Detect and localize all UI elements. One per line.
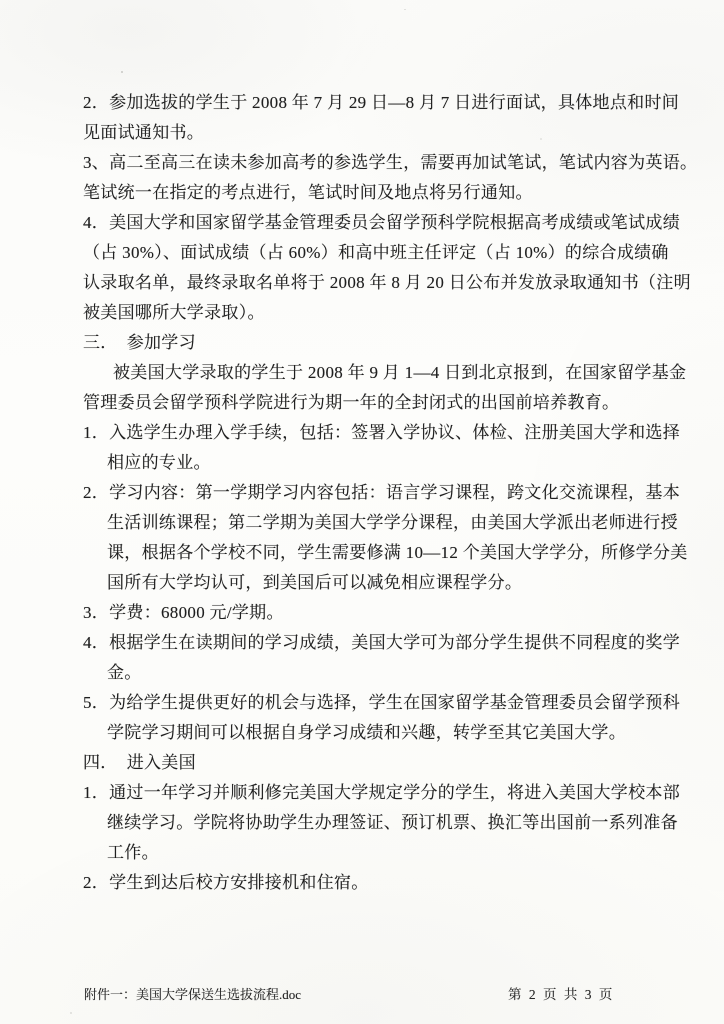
- text-line: 被美国哪所大学录取）。: [83, 303, 265, 322]
- text-line: 1．入选学生办理入学手续，包括：签署入学协议、体检、注册美国大学和选择: [83, 423, 680, 442]
- text-line: 生活训练课程；第二学期为美国大学学分课程，由美国大学派出老师进行授: [107, 513, 678, 532]
- document-body: [83, 88, 698, 898]
- scan-speck: [70, 1012, 72, 1014]
- text-line: 课，根据各个学校不同，学生需要修满 10—12 个美国大学学分，所修学分美: [107, 543, 688, 562]
- text-line: 三． 参加学习: [83, 333, 196, 352]
- text-line: 四． 进入美国: [83, 753, 196, 772]
- text-line: 学院学习期间可以根据自身学习成绩和兴趣，转学至其它美国大学。: [107, 723, 626, 742]
- footer-page-number: 第 2 页 共 3 页: [508, 987, 615, 1002]
- text-line: 国所有大学均认可，到美国后可以减免相应课程学分。: [107, 573, 523, 592]
- text-line: 4．美国大学和国家留学基金管理委员会留学预科学院根据高考成绩或笔试成绩: [83, 213, 680, 232]
- text-line: 认录取名单，最终录取名单将于 2008 年 8 月 20 日公布并发放录取通知书（注明: [83, 273, 691, 292]
- text-line: 5．为给学生提供更好的机会与选择，学生在国家留学基金管理委员会留学预科: [83, 693, 680, 712]
- text-line: 见面试通知书。: [83, 123, 205, 142]
- text-line: 1．通过一年学习并顺利修完美国大学规定学分的学生，将进入美国大学校本部: [83, 783, 680, 802]
- text-line: 3、高二至高三在读未参加高考的参选学生，需要再加试笔试，笔试内容为英语。: [83, 153, 698, 172]
- scan-speck: [404, 9, 406, 10]
- text-line: 相应的专业。: [107, 453, 211, 472]
- footer-attachment-label: 附件一：美国大学保送生选拔流程.doc: [84, 987, 302, 1002]
- text-line: 工作。: [107, 843, 159, 862]
- text-line: 2．学生到达后校方安排接机和住宿。: [83, 873, 369, 892]
- text-line: 4．根据学生在读期间的学习成绩，美国大学可为部分学生提供不同程度的奖学: [83, 633, 680, 652]
- text-line: 笔试统一在指定的考点进行，笔试时间及地点将另行通知。: [83, 183, 533, 202]
- text-line: 2．参加选拔的学生于 2008 年 7 月 29 日—8 月 7 日进行面试，具体地点和时间: [83, 93, 680, 112]
- text-line: 继续学习。学院将协助学生办理签证、预订机票、换汇等出国前一系列准备: [107, 813, 678, 832]
- text-line: （占 30%）、面试成绩（占 60%）和高中班主任评定（占 10%）的综合成绩确: [83, 243, 669, 262]
- text-line: 金。: [107, 663, 142, 682]
- scan-speck: [121, 71, 123, 73]
- text-line: 管理委员会留学预科学院进行为期一年的全封闭式的出国前培养教育。: [83, 393, 620, 412]
- text-line: 被美国大学录取的学生于 2008 年 9 月 1—4 日到北京报到，在国家留学基金: [113, 363, 687, 382]
- text-line: 3．学费：68000 元/学期。: [83, 603, 284, 622]
- text-line: 2．学习内容：第一学期学习内容包括：语言学习课程，跨文化交流课程，基本: [83, 483, 680, 502]
